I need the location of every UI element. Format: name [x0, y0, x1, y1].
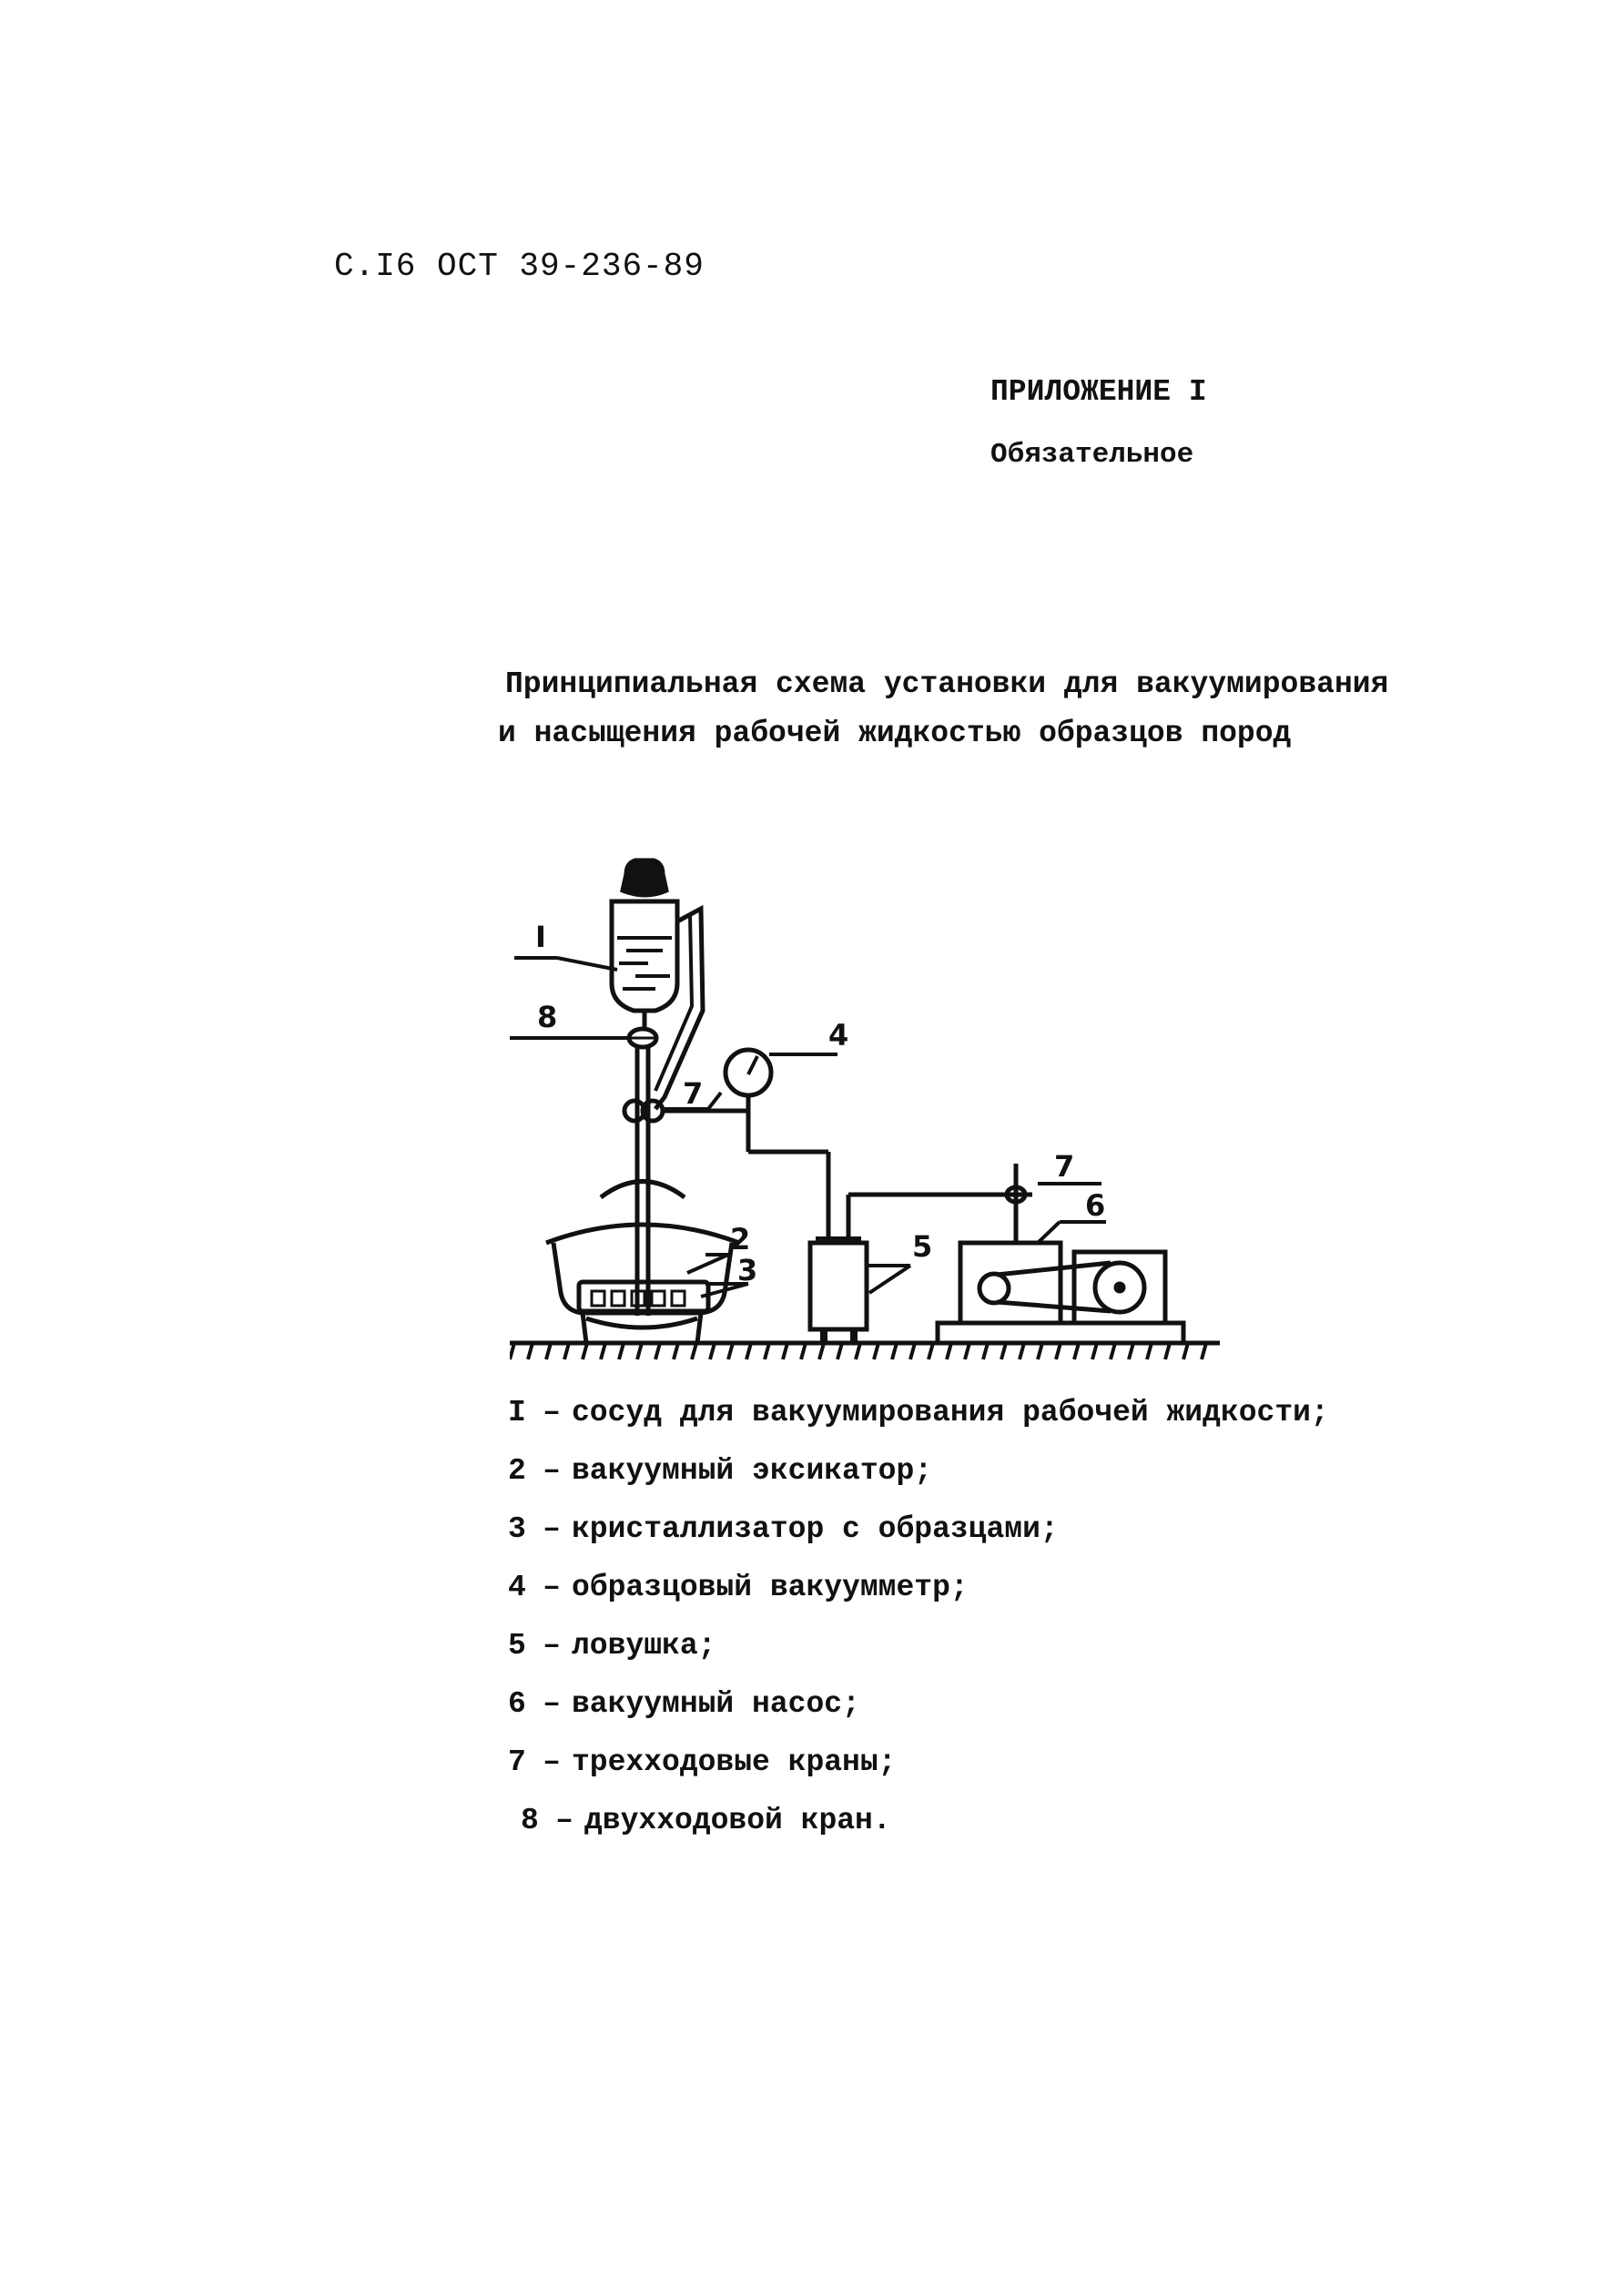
vacuum-gauge-4	[726, 1050, 828, 1238]
vacuum-saturation-schematic	[510, 856, 1229, 1384]
appendix-status: Обязательное	[990, 439, 1194, 471]
vessel-1	[612, 860, 703, 1109]
crystallizer-3	[579, 1282, 708, 1311]
legend-item: 6 – вакуумный насос;	[508, 1687, 860, 1721]
legend-list	[508, 1395, 1329, 1861]
label-crystallizer: 3	[737, 1253, 758, 1287]
appendix-title: ПРИЛОЖЕНИЕ I	[990, 375, 1207, 409]
label-valve-left: 7	[683, 1076, 704, 1111]
two-way-valve-8	[629, 1029, 656, 1047]
legend-item: 3 – кристаллизатор с образцами;	[508, 1512, 1059, 1546]
legend-item: 8 – двухходовой кран.	[521, 1804, 891, 1837]
label-valve-right: 7	[1054, 1149, 1075, 1184]
figure-caption-line-2: и насыщения рабочей жидкостью образцов пород	[498, 717, 1292, 750]
page-header: С.I6 ОСТ 39-236-89	[334, 248, 705, 285]
figure-caption-line-1: Принципиальная схема установки для вакуумирования	[505, 667, 1389, 701]
label-trap: 5	[912, 1229, 933, 1264]
vacuum-pump-6	[938, 1243, 1183, 1343]
legend-item: I – сосуд для вакуумирования рабочей жидкости;	[508, 1396, 1329, 1429]
legend-item: 2 – вакуумный эксикатор;	[508, 1454, 933, 1488]
legend-item: 4 – образцовый вакуумметр;	[508, 1571, 969, 1604]
label-exsiccator: 2	[730, 1222, 751, 1257]
label-vessel: I	[535, 920, 546, 954]
legend-item: 5 – ловушка;	[508, 1629, 716, 1663]
label-pump: 6	[1085, 1188, 1106, 1223]
floor	[510, 1343, 1220, 1359]
three-way-valve-7-right	[1000, 1164, 1032, 1243]
label-two-way-valve: 8	[537, 1000, 558, 1034]
label-vacuum-gauge: 4	[828, 1018, 849, 1053]
legend-item: 7 – трехходовые краны;	[508, 1745, 897, 1779]
